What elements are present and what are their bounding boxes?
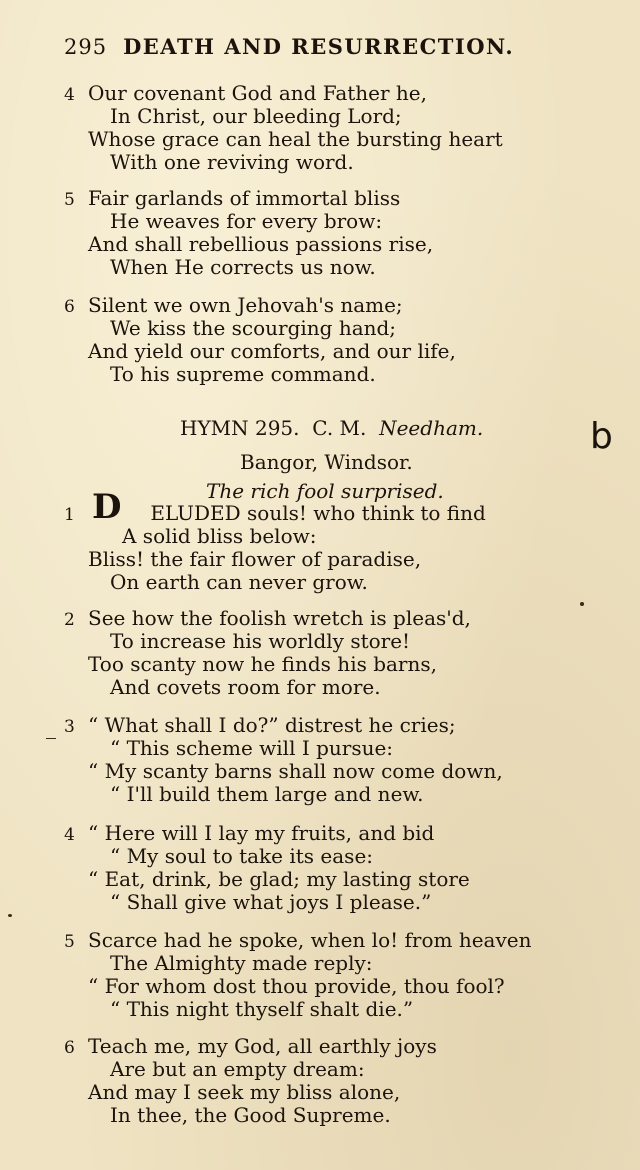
hymn-stanza-4 — [64, 822, 470, 914]
hymn-heading — [180, 416, 483, 440]
verse-line: “ This scheme will I pursue: — [110, 736, 394, 760]
verse-line: See how the foolish wretch is pleas'd, — [88, 606, 471, 630]
stanza-number: 3 — [64, 717, 75, 737]
verse-line: ELUDED souls! who think to find — [150, 501, 486, 525]
verse-line: On earth can never grow. — [110, 570, 368, 594]
hymn-stanza-6 — [64, 1035, 437, 1127]
verse-line: “ Eat, drink, be glad; my lasting store — [88, 867, 470, 891]
hymn-tunes: Bangor, Windsor. — [240, 450, 413, 474]
verse-line: Silent we own Jehovah's name; — [88, 293, 403, 317]
stanza-number: 4 — [64, 825, 75, 845]
verse-line: And covets room for more. — [110, 675, 381, 699]
stanza-number: 5 — [64, 190, 75, 210]
stanza-number: 1 — [64, 505, 75, 525]
verse-line: Scarce had he spoke, when lo! from heaven — [88, 928, 532, 952]
margin-mark: b — [590, 416, 613, 457]
verse-line: To his supreme command. — [110, 362, 376, 386]
stanza-number: 6 — [64, 297, 75, 317]
verse-line: “ Shall give what joys I please.” — [110, 890, 432, 914]
hymn-stanza-5 — [64, 929, 532, 1021]
verse-line: Our covenant God and Father he, — [88, 81, 427, 105]
verse-line: Are but an empty dream: — [110, 1057, 365, 1081]
paper-speck — [580, 602, 584, 606]
verse-line: When He corrects us now. — [110, 255, 376, 279]
page-number: 295 — [64, 35, 108, 59]
verse-line: “ Here will I lay my fruits, and bid — [88, 821, 435, 845]
stanza-number: 2 — [64, 610, 75, 630]
verse-line: “ What shall I do?” distrest he cries; — [88, 713, 456, 737]
drop-cap: D — [92, 487, 122, 527]
verse-line: “ I'll build them large and new. — [110, 782, 424, 806]
verse-line: Bliss! the fair flower of paradise, — [88, 547, 422, 571]
prev-stanza-5 — [64, 187, 433, 279]
hymn-stanza-3 — [64, 714, 503, 806]
hymn-composer: Needham. — [379, 416, 484, 440]
verse-line: In thee, the Good Supreme. — [110, 1103, 391, 1127]
hymn-subtitle: The rich fool surprised. — [206, 479, 444, 503]
verse-line: We kiss the scourging hand; — [110, 316, 397, 340]
verse-line: In Christ, our bleeding Lord; — [110, 104, 402, 128]
stanza-number: 5 — [64, 932, 75, 952]
verse-line: “ My scanty barns shall now come down, — [88, 759, 503, 783]
prev-stanza-4 — [64, 82, 503, 174]
stanza-number: 6 — [64, 1038, 75, 1058]
verse-line: Too scanty now he finds his barns, — [88, 652, 437, 676]
hymn-label: HYMN 295. — [180, 416, 300, 440]
paper-speck — [8, 914, 12, 917]
stanza-number: 4 — [64, 85, 75, 105]
verse-line: To increase his worldly store! — [110, 629, 411, 653]
verse-line: Whose grace can heal the bursting heart — [88, 127, 503, 151]
verse-line: He weaves for every brow: — [110, 209, 383, 233]
hymn-stanza-2 — [64, 607, 471, 699]
verse-line: With one reviving word. — [110, 150, 354, 174]
verse-line: And yield our comforts, and our life, — [88, 339, 456, 363]
verse-line: The Almighty made reply: — [110, 951, 373, 975]
prev-stanza-6 — [64, 294, 456, 386]
verse-line: “ For whom dost thou provide, thou fool? — [88, 974, 505, 998]
verse-line: Fair garlands of immortal bliss — [88, 186, 401, 210]
paper-speck — [46, 738, 56, 739]
running-title: DEATH AND RESURRECTION. — [123, 34, 515, 59]
hymn-meter: C. M. — [312, 416, 367, 440]
verse-line: “ This night thyself shalt die.” — [110, 997, 414, 1021]
verse-line: Teach me, my God, all earthly joys — [88, 1034, 437, 1058]
verse-line: And shall rebellious passions rise, — [88, 232, 434, 256]
verse-line: A solid bliss below: — [122, 524, 317, 548]
verse-line: “ My soul to take its ease: — [110, 844, 374, 868]
verse-line: And may I seek my bliss alone, — [88, 1080, 401, 1104]
running-header — [64, 34, 514, 59]
